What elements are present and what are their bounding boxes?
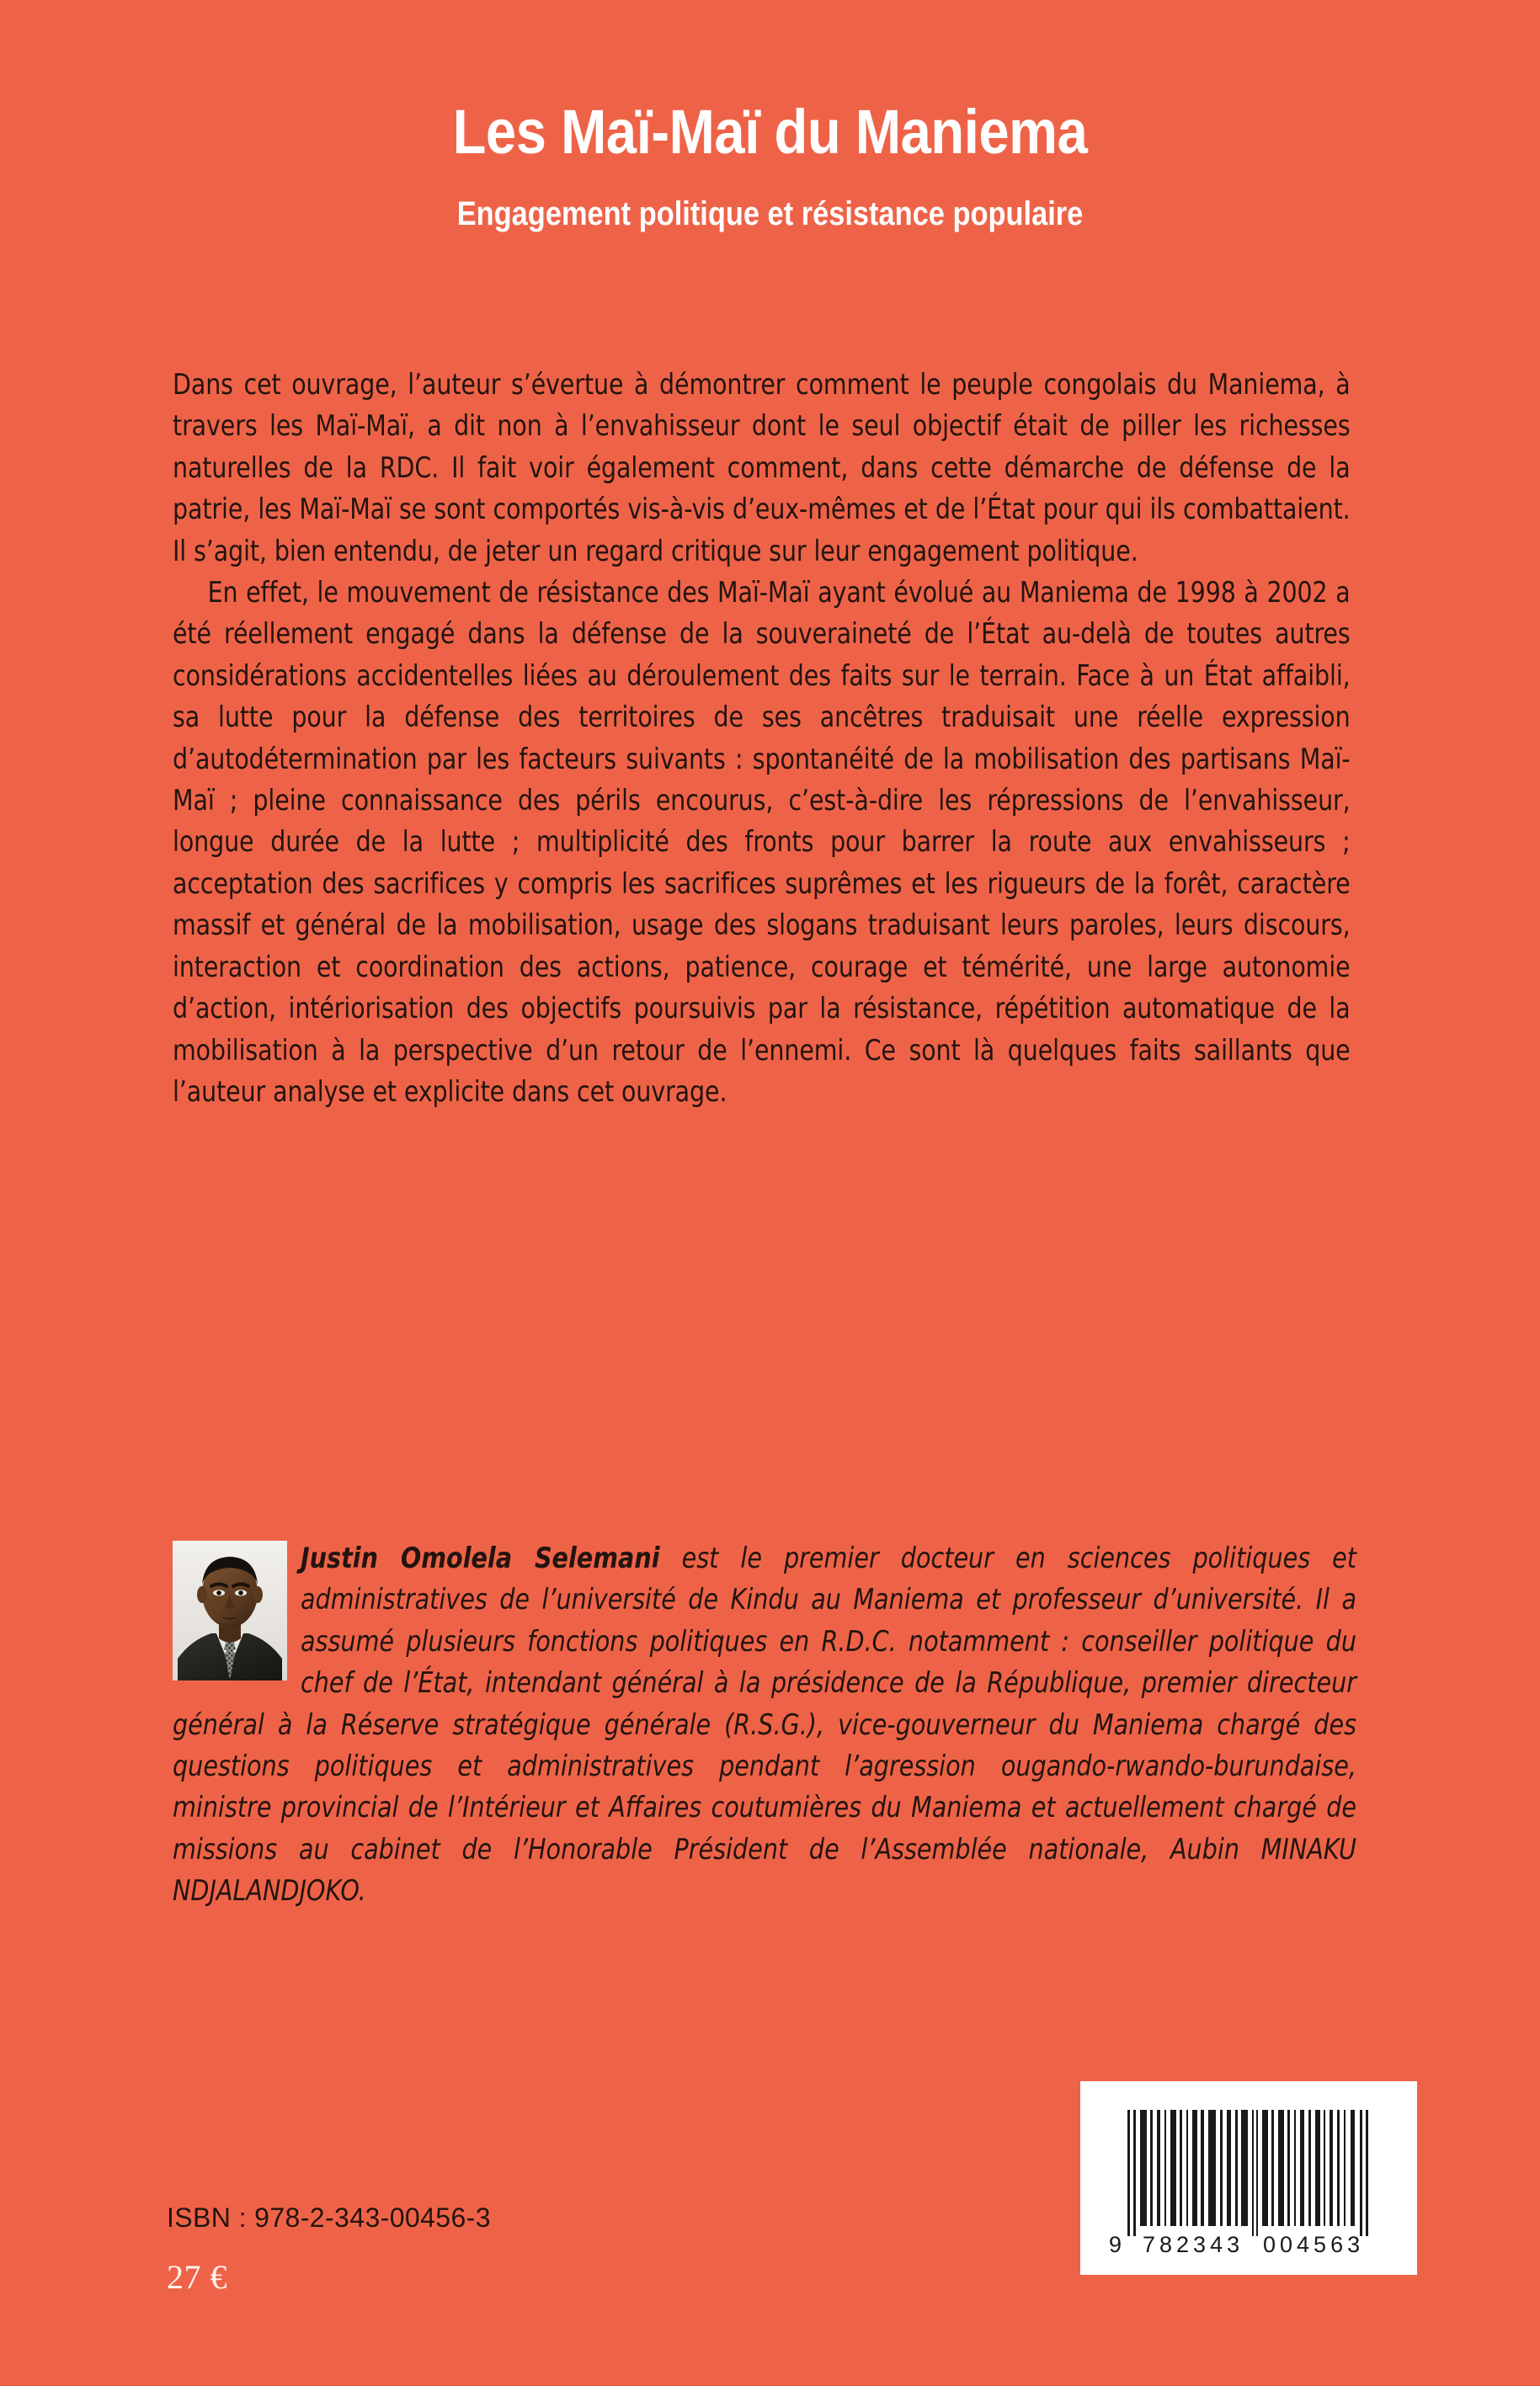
page-subtitle: Engagement politique et résistance populaire (456, 195, 1084, 233)
blurb-text-column (173, 364, 1419, 1112)
blurb-paragraph-2: En effet, le mouvement de résistance des Maï-Maï ayant évolué au Maniema de 1998 à 2002 a été réellement engagé dans la défense de la souveraineté de l’État au-delà de toutes autres considérations accidentelles liées au déroulement des faits sur le terrain. Face à un État affaibli, sa lutte pour la défense des territoires de ses ancêtres traduisait une réelle expression d’autodétermination par les facteurs suivants : spontanéité de la mobilisation des partisans Maï-Maï ; pleine connaissance des périls encourus, c’est-à-dire les répressions de l’envahisseur, longue durée de la lutte ; multiplicité des fronts pour barrer la route aux envahisseurs ; acceptation des sacrifices y compris les sacrifices suprêmes et les rigueurs de la forêt, caractère massif et général de la mobilisation, usage des slogans traduisant leurs paroles, leurs discours, interaction et coordination des actions, patience, courage et témérité, une large autonomie d’action, intériorisation des objectifs poursuivis par la résistance, répétition automatique de la mobilisation à la perspective d’un retour de l’ennemi. Ce sont là quelques faits saillants que l’auteur analyse et explicite dans cet ouvrage. (173, 576, 1351, 1108)
page-title: Les Maï-Maï du Maniema (452, 97, 1088, 167)
title-block (0, 99, 1540, 232)
author-name: Justin Omolela Selemani (301, 1542, 660, 1574)
author-bio-text (173, 1537, 1356, 1912)
isbn-label: ISBN : 978-2-343-00456-3 (167, 2202, 491, 2233)
author-bio-body: est le premier docteur en sciences politiques et administratives de l’université de Kindu au Maniema et professeur d’université. Il a assumé plusieurs fonctions politiques en R.D.C. notamment : conseiller politique du chef de l’État, intendant général à la présidence de la République, premier directeur général à la Réserve stratégique générale (R.S.G.), vice-gouverneur du Maniema chargé des questions politiques et administratives pendant l’agression ougando-rwando-burundaise, ministre provincial de l’Intérieur et Affaires coutumières du Maniema et actuellement chargé de missions au cabinet de l’Honorable Président de l’Assemblée nationale, Aubin MINAKU NDJALANDJOKO. (173, 1542, 1356, 1908)
ean13-barcode-image (1106, 2105, 1392, 2256)
barcode-digit-prefix: 9 (1109, 2232, 1122, 2256)
price-label: 27 € (167, 2258, 227, 2296)
barcode-digit-group-1: 782343 (1143, 2232, 1244, 2256)
barcode-panel (1080, 2081, 1417, 2275)
blurb-paragraph-1: Dans cet ouvrage, l’auteur s’évertue à démontrer comment le peuple congolais du Maniema, à travers les Maï-Maï, a dit non à l’envahisseur dont le seul objectif était de piller les richesses naturelles de la RDC. Il fait voir également comment, dans cette démarche de défense de la patrie, les Maï-Maï se sont comportés vis-à-vis d’eux-mêmes et de l’État pour qui ils combattaient. Il s’agit, bien entendu, de jeter un regard critique sur leur engagement politique. (173, 368, 1351, 567)
barcode-digit-group-2: 004563 (1263, 2232, 1365, 2256)
author-bio-block (173, 1537, 1419, 1912)
footer-metadata (167, 2202, 491, 2297)
